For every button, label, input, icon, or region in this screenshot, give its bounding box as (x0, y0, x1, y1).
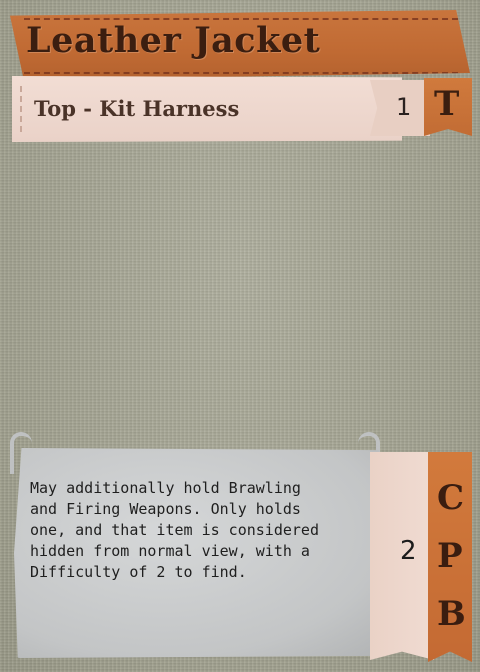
ribbon-stitch (20, 86, 23, 132)
category-letter-c: C (437, 478, 465, 518)
cost-value: 2 (400, 536, 417, 566)
type-cost-value: 1 (396, 93, 412, 121)
category-letter-b: B (437, 594, 466, 634)
type-letter: T (434, 84, 460, 124)
card-title: Leather Jacket (26, 20, 321, 61)
card-description: May additionally hold Brawling and Firing Weapons. Only holds one, and that item is considered hidden from normal view, with a Difficulty of 2 to find. (30, 479, 319, 581)
category-letter-p: P (437, 536, 463, 576)
item-type: Top - Kit Harness (34, 96, 240, 121)
